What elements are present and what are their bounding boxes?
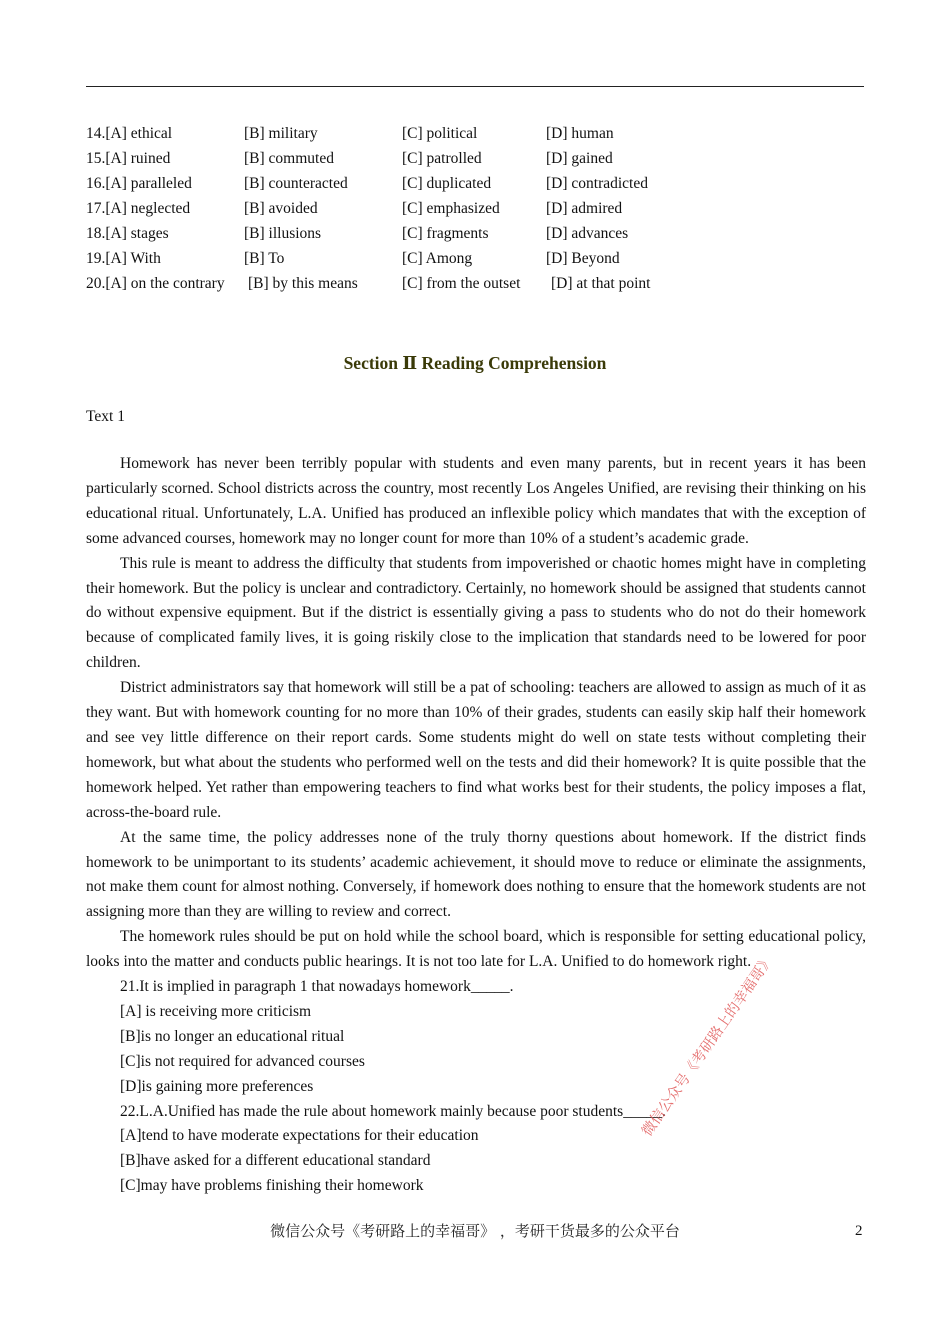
option-row-16	[86, 171, 866, 196]
option-a: 17.[A] neglected	[86, 200, 191, 217]
option-a: 19.[A] With	[86, 250, 161, 267]
top-rule	[86, 86, 864, 87]
question-21-option-a: [A] is receiving more criticism	[120, 1002, 312, 1020]
option-a: 15.[A] ruined	[86, 150, 171, 167]
question-21-option-c: [C]is not required for advanced courses	[120, 1052, 365, 1070]
option-b: [B] avoided	[244, 200, 318, 217]
paragraph-5: The homework rules should be put on hold while the school board, which is responsible for setting educational policy, looks into the matter and conducts public hearings. It is not too late for L.A. Unified to do homework right.	[86, 928, 866, 971]
option-b: [B] by this means	[248, 275, 358, 292]
option-c: [C] emphasized	[402, 200, 500, 217]
footer: 微信公众号《考研路上的幸福哥》 ，考研干货最多的公众平台	[270, 1222, 680, 1240]
cloze-options	[86, 121, 866, 296]
paragraph-1: Homework has never been terribly popular with students and even many parents, but in recent years it has been particularly scorned. School districts across the country, most recently Los Angeles Unified, are revising their thinking on his educational ritual. Unfortunately, L.A. Unified has produced an inflexible policy which mandates that with the exception of some advanced courses, homework may no longer count for more than 10% of a student’s academic grade.	[86, 455, 866, 547]
option-d: [D] at that point	[551, 275, 651, 292]
text-label: Text 1	[86, 408, 125, 425]
question-21-stem: 21.It is implied in paragraph 1 that nowadays homework_____.	[120, 978, 514, 996]
option-row-20	[86, 271, 866, 296]
option-b: [B] To	[244, 250, 285, 267]
option-a: 18.[A] stages	[86, 225, 169, 242]
paragraph-3: District administrators say that homework will still be a pat of schooling: teachers are allowed to assign as much of it as they want. But with homework counting for no more than 10% of their grades, students can easily skip half their homework and see vey little difference on their report cards. Some students might do well on state tests without completing their homework, but what about the students who performed well on the tests and did their homework? It is quite possible that the homework helped. Yet rather than empowering teachers to find what works best for their students, the policy imposes a flat, across-the-board rule.	[86, 679, 866, 821]
option-d: [D] admired	[546, 200, 623, 217]
option-b: [B] illusions	[244, 225, 322, 242]
option-a: 14.[A] ethical	[86, 125, 173, 142]
watermark: 微信公众号《考研路上的幸福哥》	[639, 952, 778, 1140]
question-22-option-b: [B]have asked for a different educational standard	[120, 1152, 431, 1170]
option-c: [C] patrolled	[402, 150, 482, 167]
option-d: [D] human	[546, 125, 614, 142]
option-d: [D] advances	[546, 225, 629, 242]
passage	[86, 452, 866, 1199]
option-d: [D] gained	[546, 150, 613, 167]
option-c: [C] Among	[402, 250, 473, 267]
question-22-stem: 22.L.A.Unified has made the rule about homework mainly because poor students_____.	[120, 1102, 666, 1120]
option-row-14	[86, 121, 866, 146]
option-b: [B] commuted	[244, 150, 334, 167]
option-row-18	[86, 221, 866, 246]
option-c: [C] political	[402, 125, 478, 142]
option-b: [B] military	[244, 125, 318, 142]
option-c: [C] duplicated	[402, 175, 492, 192]
option-c: [C] fragments	[402, 225, 489, 242]
option-b: [B] counteracted	[244, 175, 348, 192]
option-row-17	[86, 196, 866, 221]
paragraph-4: At the same time, the policy addresses none of the truly thorny questions about homework. If the district finds homework to be unimportant to its students’ academic achievement, it should move to reduce or eliminate the assignments, not make them count for almost nothing. Conversely, if homework does nothing to ensure that the homework students are not assigning more than they are willing to review and correct.	[86, 828, 866, 921]
page-number: 2	[855, 1223, 863, 1239]
question-21-option-d: [D]is gaining more preferences	[120, 1077, 314, 1095]
questions	[86, 975, 866, 1199]
option-a: 20.[A] on the contrary	[86, 275, 225, 292]
section-title: Section Ⅱ Reading Comprehension	[343, 353, 607, 373]
question-21-option-b: [B]is no longer an educational ritual	[120, 1027, 345, 1045]
paragraph-2: This rule is meant to address the difficulty that students from impoverished or chaotic homes might have in completing their homework. But the policy is unclear and contradictory. Certainly, no homework should be assigned that students cannot do without expensive equipment. But if the district is essentially giving a pass to students who do not do their homework because of complicated family lives, it is going riskily close to the implication that standards need to be lowered for poor children.	[86, 554, 866, 672]
question-22-option-c: [C]may have problems finishing their homework	[120, 1177, 424, 1195]
option-row-15	[86, 146, 866, 171]
option-row-19	[86, 246, 866, 271]
option-d: [D] Beyond	[546, 250, 620, 267]
question-22-option-a: [A]tend to have moderate expectations for their education	[120, 1127, 479, 1145]
option-c: [C] from the outset	[402, 275, 521, 292]
option-d: [D] contradicted	[546, 175, 648, 192]
option-a: 16.[A] paralleled	[86, 175, 192, 192]
